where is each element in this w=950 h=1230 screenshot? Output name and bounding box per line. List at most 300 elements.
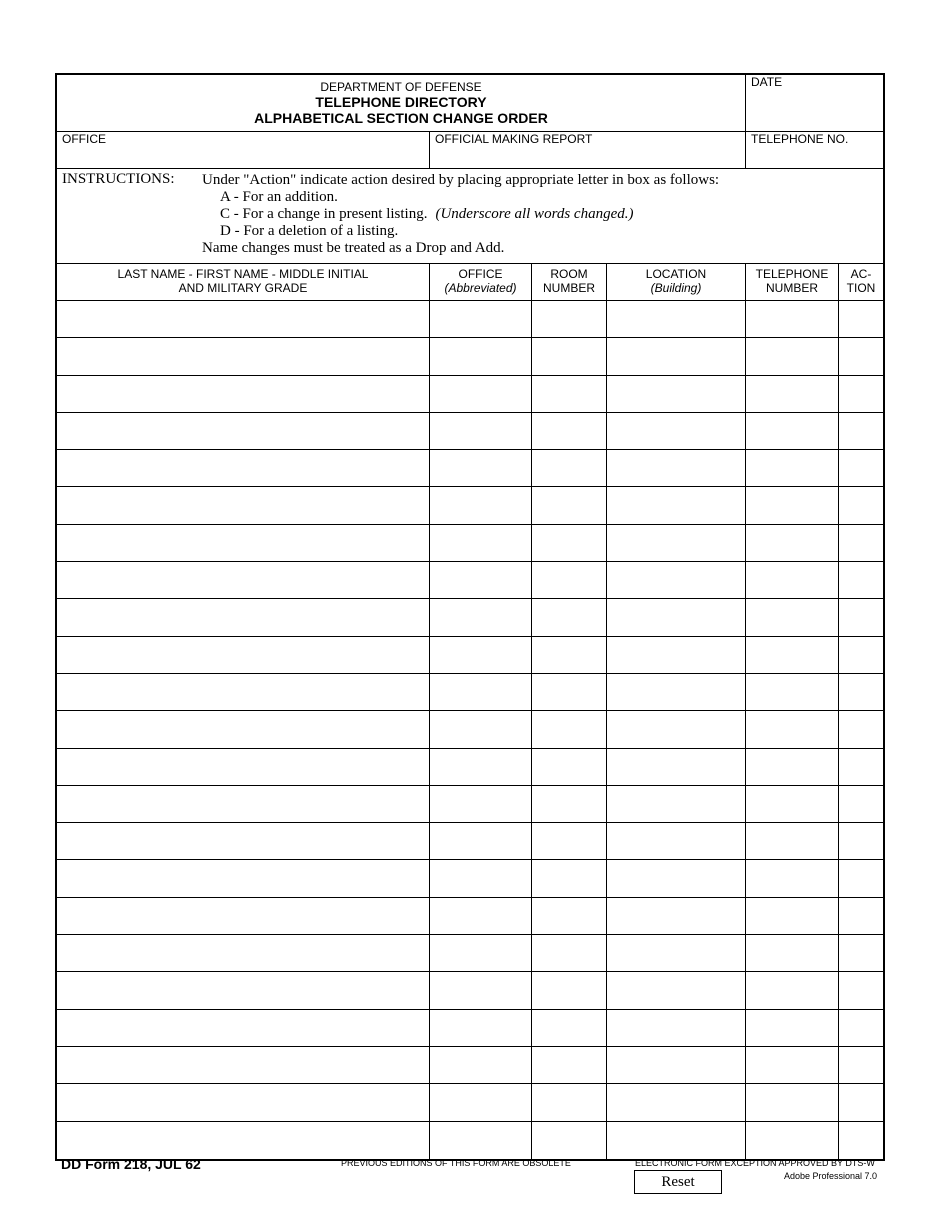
action-entry-field[interactable] (839, 898, 883, 934)
office-cell (430, 376, 532, 412)
location-entry-field[interactable] (607, 637, 745, 673)
action-cell (839, 749, 883, 785)
action-entry-field[interactable] (839, 972, 883, 1008)
col-office-line1: OFFICE (458, 267, 503, 281)
name-entry-field[interactable] (57, 1084, 429, 1120)
table-row (57, 1084, 883, 1121)
telephone-cell (746, 898, 839, 934)
room-cell (532, 749, 607, 785)
table-row (57, 1047, 883, 1084)
room-cell (532, 450, 607, 486)
name-cell (57, 711, 430, 747)
action-entry-field[interactable] (839, 749, 883, 785)
telephone-entry-field[interactable] (746, 823, 838, 859)
room-entry-field[interactable] (532, 376, 606, 412)
office-entry-field[interactable] (430, 1047, 531, 1083)
office-entry-field[interactable] (430, 860, 531, 896)
col-telephone-line2: NUMBER (765, 281, 818, 295)
office-label: OFFICE (62, 132, 106, 146)
telephone-entry-field[interactable] (746, 562, 838, 598)
office-cell (430, 860, 532, 896)
action-entry-field[interactable] (839, 823, 883, 859)
location-entry-field[interactable] (607, 1010, 745, 1046)
telephone-entry-field[interactable] (746, 637, 838, 673)
office-entry-field[interactable] (430, 487, 531, 523)
name-entry-field[interactable] (57, 338, 429, 374)
name-entry-field[interactable] (57, 525, 429, 561)
location-entry-field[interactable] (607, 1084, 745, 1120)
office-field[interactable] (61, 147, 425, 165)
table-row (57, 413, 883, 450)
office-entry-field[interactable] (430, 935, 531, 971)
col-action-line2: TION (846, 281, 876, 295)
telephone-entry-field[interactable] (746, 1047, 838, 1083)
telephone-entry-field[interactable] (746, 1010, 838, 1046)
action-entry-field[interactable] (839, 711, 883, 747)
location-entry-field[interactable] (607, 301, 745, 337)
name-entry-field[interactable] (57, 860, 429, 896)
action-cell (839, 1047, 883, 1083)
action-entry-field[interactable] (839, 450, 883, 486)
action-cell (839, 711, 883, 747)
name-cell (57, 1010, 430, 1046)
table-row (57, 301, 883, 338)
software-notice: Adobe Professional 7.0 (784, 1171, 878, 1181)
room-entry-field[interactable] (532, 935, 606, 971)
room-cell (532, 1084, 607, 1120)
office-entry-field[interactable] (430, 674, 531, 710)
telephone-cell (746, 1084, 839, 1120)
instruction-change (220, 206, 634, 223)
obsolete-notice: PREVIOUS EDITIONS OF THIS FORM ARE OBSOLETE (341, 1158, 571, 1168)
office-entry-field[interactable] (430, 823, 531, 859)
table-row (57, 860, 883, 897)
location-entry-field[interactable] (607, 525, 745, 561)
action-entry-field[interactable] (839, 1084, 883, 1120)
col-name-header (57, 264, 430, 300)
location-cell (607, 749, 746, 785)
telephone-entry-field[interactable] (746, 711, 838, 747)
room-entry-field[interactable] (532, 972, 606, 1008)
telephone-entry-field[interactable] (746, 898, 838, 934)
office-entry-field[interactable] (430, 450, 531, 486)
office-entry-field[interactable] (430, 711, 531, 747)
room-entry-field[interactable] (532, 599, 606, 635)
exception-notice: ELECTRONIC FORM EXCEPTION APPROVED BY DTS-W (635, 1158, 875, 1168)
action-entry-field[interactable] (839, 1047, 883, 1083)
room-entry-field[interactable] (532, 301, 606, 337)
telephone-cell (746, 376, 839, 412)
location-cell (607, 786, 746, 822)
col-location-line1: LOCATION (645, 267, 707, 281)
table-row (57, 935, 883, 972)
room-entry-field[interactable] (532, 898, 606, 934)
room-cell (532, 376, 607, 412)
date-cell (746, 75, 883, 131)
telephone-cell (746, 972, 839, 1008)
name-entry-field[interactable] (57, 972, 429, 1008)
office-cell (430, 301, 532, 337)
office-entry-field[interactable] (430, 898, 531, 934)
name-entry-field[interactable] (57, 637, 429, 673)
room-cell (532, 413, 607, 449)
name-cell (57, 637, 430, 673)
office-entry-field[interactable] (430, 786, 531, 822)
room-entry-field[interactable] (532, 637, 606, 673)
reset-button[interactable]: Reset (634, 1170, 722, 1194)
official-field[interactable] (434, 147, 741, 165)
form-title-block (57, 75, 746, 131)
instruction-change-text: C - For a change in present listing. (220, 206, 428, 222)
office-cell (430, 935, 532, 971)
info-row (57, 132, 883, 169)
instructions-main: Under "Action" indicate action desired by placing appropriate letter in box as follows: (202, 172, 720, 188)
location-entry-field[interactable] (607, 898, 745, 934)
location-cell (607, 935, 746, 971)
name-entry-field[interactable] (57, 786, 429, 822)
name-cell (57, 376, 430, 412)
location-entry-field[interactable] (607, 338, 745, 374)
telephone-cell (746, 749, 839, 785)
office-cell (430, 525, 532, 561)
location-entry-field[interactable] (607, 1047, 745, 1083)
name-cell (57, 898, 430, 934)
name-cell (57, 935, 430, 971)
office-cell (430, 1010, 532, 1046)
room-entry-field[interactable] (532, 786, 606, 822)
telephone-cell (746, 786, 839, 822)
location-cell (607, 1084, 746, 1120)
action-entry-field[interactable] (839, 1122, 883, 1159)
location-entry-field[interactable] (607, 786, 745, 822)
office-entry-field[interactable] (430, 1084, 531, 1120)
room-entry-field[interactable] (532, 413, 606, 449)
table-row (57, 487, 883, 524)
office-entry-field[interactable] (430, 749, 531, 785)
telephone-cell (746, 132, 883, 168)
telephone-entry-field[interactable] (746, 450, 838, 486)
col-action-line1: AC- (850, 267, 872, 281)
action-entry-field[interactable] (839, 562, 883, 598)
location-cell (607, 376, 746, 412)
form-id: DD Form 218, JUL 62 (61, 1156, 201, 1172)
date-label: DATE (751, 75, 783, 89)
action-cell (839, 450, 883, 486)
date-field[interactable] (750, 110, 879, 128)
office-entry-field[interactable] (430, 525, 531, 561)
location-cell (607, 1122, 746, 1159)
room-cell (532, 786, 607, 822)
action-entry-field[interactable] (839, 637, 883, 673)
instructions-block (57, 169, 883, 264)
action-cell (839, 898, 883, 934)
room-cell (532, 1047, 607, 1083)
room-entry-field[interactable] (532, 860, 606, 896)
telephone-entry-field[interactable] (746, 1122, 838, 1159)
location-entry-field[interactable] (607, 935, 745, 971)
action-entry-field[interactable] (839, 413, 883, 449)
telephone-cell (746, 1047, 839, 1083)
room-entry-field[interactable] (532, 338, 606, 374)
action-cell (839, 786, 883, 822)
name-entry-field[interactable] (57, 674, 429, 710)
office-cell (430, 786, 532, 822)
name-cell (57, 338, 430, 374)
telephone-cell (746, 413, 839, 449)
name-entry-field[interactable] (57, 301, 429, 337)
room-entry-field[interactable] (532, 525, 606, 561)
action-entry-field[interactable] (839, 338, 883, 374)
telephone-cell (746, 1122, 839, 1159)
action-entry-field[interactable] (839, 674, 883, 710)
office-cell (430, 749, 532, 785)
office-cell (430, 711, 532, 747)
room-cell (532, 599, 607, 635)
location-entry-field[interactable] (607, 860, 745, 896)
name-cell (57, 525, 430, 561)
name-cell (57, 749, 430, 785)
office-cell (430, 823, 532, 859)
room-entry-field[interactable] (532, 674, 606, 710)
action-entry-field[interactable] (839, 376, 883, 412)
action-cell (839, 860, 883, 896)
office-cell (430, 487, 532, 523)
table-row (57, 1010, 883, 1047)
col-telephone-header (746, 264, 839, 300)
room-cell (532, 637, 607, 673)
location-cell (607, 450, 746, 486)
name-cell (57, 599, 430, 635)
location-entry-field[interactable] (607, 823, 745, 859)
telephone-cell (746, 823, 839, 859)
office-entry-field[interactable] (430, 599, 531, 635)
office-entry-field[interactable] (430, 413, 531, 449)
office-entry-field[interactable] (430, 637, 531, 673)
form-header (57, 75, 883, 132)
location-cell (607, 487, 746, 523)
office-cell (430, 413, 532, 449)
action-cell (839, 674, 883, 710)
name-entry-field[interactable] (57, 935, 429, 971)
office-cell (430, 450, 532, 486)
name-cell (57, 1047, 430, 1083)
telephone-entry-field[interactable] (746, 599, 838, 635)
room-entry-field[interactable] (532, 487, 606, 523)
location-cell (607, 1047, 746, 1083)
name-cell (57, 972, 430, 1008)
telephone-cell (746, 1010, 839, 1046)
telephone-cell (746, 599, 839, 635)
location-entry-field[interactable] (607, 599, 745, 635)
office-entry-field[interactable] (430, 338, 531, 374)
name-cell (57, 450, 430, 486)
room-cell (532, 525, 607, 561)
location-entry-field[interactable] (607, 1122, 745, 1159)
room-entry-field[interactable] (532, 1010, 606, 1046)
location-cell (607, 338, 746, 374)
telephone-entry-field[interactable] (746, 525, 838, 561)
instruction-addition: A - For an addition. (220, 189, 338, 205)
telephone-entry-field[interactable] (746, 413, 838, 449)
location-cell (607, 1010, 746, 1046)
name-cell (57, 562, 430, 598)
location-entry-field[interactable] (607, 972, 745, 1008)
instruction-note: Name changes must be treated as a Drop and Add. (202, 240, 505, 256)
room-entry-field[interactable] (532, 1084, 606, 1120)
location-cell (607, 711, 746, 747)
action-cell (839, 338, 883, 374)
office-entry-field[interactable] (430, 376, 531, 412)
action-cell (839, 823, 883, 859)
telephone-entry-field[interactable] (746, 749, 838, 785)
telephone-entry-field[interactable] (746, 786, 838, 822)
table-row (57, 376, 883, 413)
col-telephone-line1: TELEPHONE (755, 267, 829, 281)
location-cell (607, 898, 746, 934)
room-cell (532, 935, 607, 971)
action-entry-field[interactable] (839, 525, 883, 561)
location-entry-field[interactable] (607, 562, 745, 598)
action-cell (839, 1010, 883, 1046)
location-entry-field[interactable] (607, 450, 745, 486)
action-entry-field[interactable] (839, 599, 883, 635)
room-cell (532, 1122, 607, 1159)
name-cell (57, 1084, 430, 1120)
name-entry-field[interactable] (57, 898, 429, 934)
action-entry-field[interactable] (839, 860, 883, 896)
name-entry-field[interactable] (57, 450, 429, 486)
action-cell (839, 972, 883, 1008)
office-entry-field[interactable] (430, 972, 531, 1008)
room-cell (532, 823, 607, 859)
location-entry-field[interactable] (607, 674, 745, 710)
action-entry-field[interactable] (839, 487, 883, 523)
action-cell (839, 376, 883, 412)
name-entry-field[interactable] (57, 562, 429, 598)
name-entry-field[interactable] (57, 599, 429, 635)
office-cell (430, 898, 532, 934)
table-row (57, 1122, 883, 1159)
telephone-entry-field[interactable] (746, 972, 838, 1008)
office-entry-field[interactable] (430, 1122, 531, 1159)
room-cell (532, 898, 607, 934)
action-cell (839, 1084, 883, 1120)
office-entry-field[interactable] (430, 1010, 531, 1046)
room-cell (532, 674, 607, 710)
official-cell (430, 132, 746, 168)
table-row (57, 786, 883, 823)
location-entry-field[interactable] (607, 711, 745, 747)
name-entry-field[interactable] (57, 376, 429, 412)
table-row (57, 898, 883, 935)
instructions-label: INSTRUCTIONS: (62, 171, 175, 187)
table-row (57, 562, 883, 599)
telephone-entry-field[interactable] (746, 935, 838, 971)
room-cell (532, 487, 607, 523)
action-entry-field[interactable] (839, 1010, 883, 1046)
room-cell (532, 562, 607, 598)
location-cell (607, 972, 746, 1008)
action-entry-field[interactable] (839, 786, 883, 822)
location-entry-field[interactable] (607, 487, 745, 523)
name-cell (57, 413, 430, 449)
telephone-field[interactable] (750, 147, 879, 165)
name-entry-field[interactable] (57, 749, 429, 785)
room-entry-field[interactable] (532, 450, 606, 486)
location-entry-field[interactable] (607, 413, 745, 449)
name-entry-field[interactable] (57, 1047, 429, 1083)
telephone-entry-field[interactable] (746, 487, 838, 523)
telephone-entry-field[interactable] (746, 301, 838, 337)
name-entry-field[interactable] (57, 711, 429, 747)
telephone-entry-field[interactable] (746, 674, 838, 710)
location-entry-field[interactable] (607, 376, 745, 412)
action-cell (839, 562, 883, 598)
action-cell (839, 413, 883, 449)
table-row (57, 711, 883, 748)
location-cell (607, 525, 746, 561)
telephone-entry-field[interactable] (746, 860, 838, 896)
name-cell (57, 487, 430, 523)
action-entry-field[interactable] (839, 935, 883, 971)
table-row (57, 450, 883, 487)
telephone-cell (746, 711, 839, 747)
room-entry-field[interactable] (532, 711, 606, 747)
telephone-entry-field[interactable] (746, 376, 838, 412)
telephone-entry-field[interactable] (746, 338, 838, 374)
location-cell (607, 562, 746, 598)
location-cell (607, 860, 746, 896)
office-cell (430, 674, 532, 710)
action-entry-field[interactable] (839, 301, 883, 337)
location-cell (607, 823, 746, 859)
telephone-cell (746, 674, 839, 710)
telephone-cell (746, 562, 839, 598)
room-entry-field[interactable] (532, 749, 606, 785)
table-row (57, 674, 883, 711)
name-cell (57, 860, 430, 896)
location-entry-field[interactable] (607, 749, 745, 785)
office-cell (430, 562, 532, 598)
form-title: TELEPHONE DIRECTORY (315, 94, 487, 110)
office-entry-field[interactable] (430, 562, 531, 598)
room-entry-field[interactable] (532, 1122, 606, 1159)
telephone-cell (746, 637, 839, 673)
room-entry-field[interactable] (532, 562, 606, 598)
instruction-deletion: D - For a deletion of a listing. (220, 223, 399, 239)
col-location-line2: (Building) (650, 281, 702, 295)
action-cell (839, 301, 883, 337)
office-entry-field[interactable] (430, 301, 531, 337)
name-entry-field[interactable] (57, 823, 429, 859)
name-entry-field[interactable] (57, 1122, 429, 1159)
location-cell (607, 413, 746, 449)
table-row (57, 749, 883, 786)
table-row (57, 972, 883, 1009)
office-cell (430, 1122, 532, 1159)
office-cell (430, 1084, 532, 1120)
name-entry-field[interactable] (57, 413, 429, 449)
room-entry-field[interactable] (532, 823, 606, 859)
name-entry-field[interactable] (57, 1010, 429, 1046)
official-label: OFFICIAL MAKING REPORT (435, 132, 593, 146)
table-row (57, 525, 883, 562)
room-entry-field[interactable] (532, 1047, 606, 1083)
name-cell (57, 301, 430, 337)
name-entry-field[interactable] (57, 487, 429, 523)
col-action-header (839, 264, 883, 300)
telephone-entry-field[interactable] (746, 1084, 838, 1120)
